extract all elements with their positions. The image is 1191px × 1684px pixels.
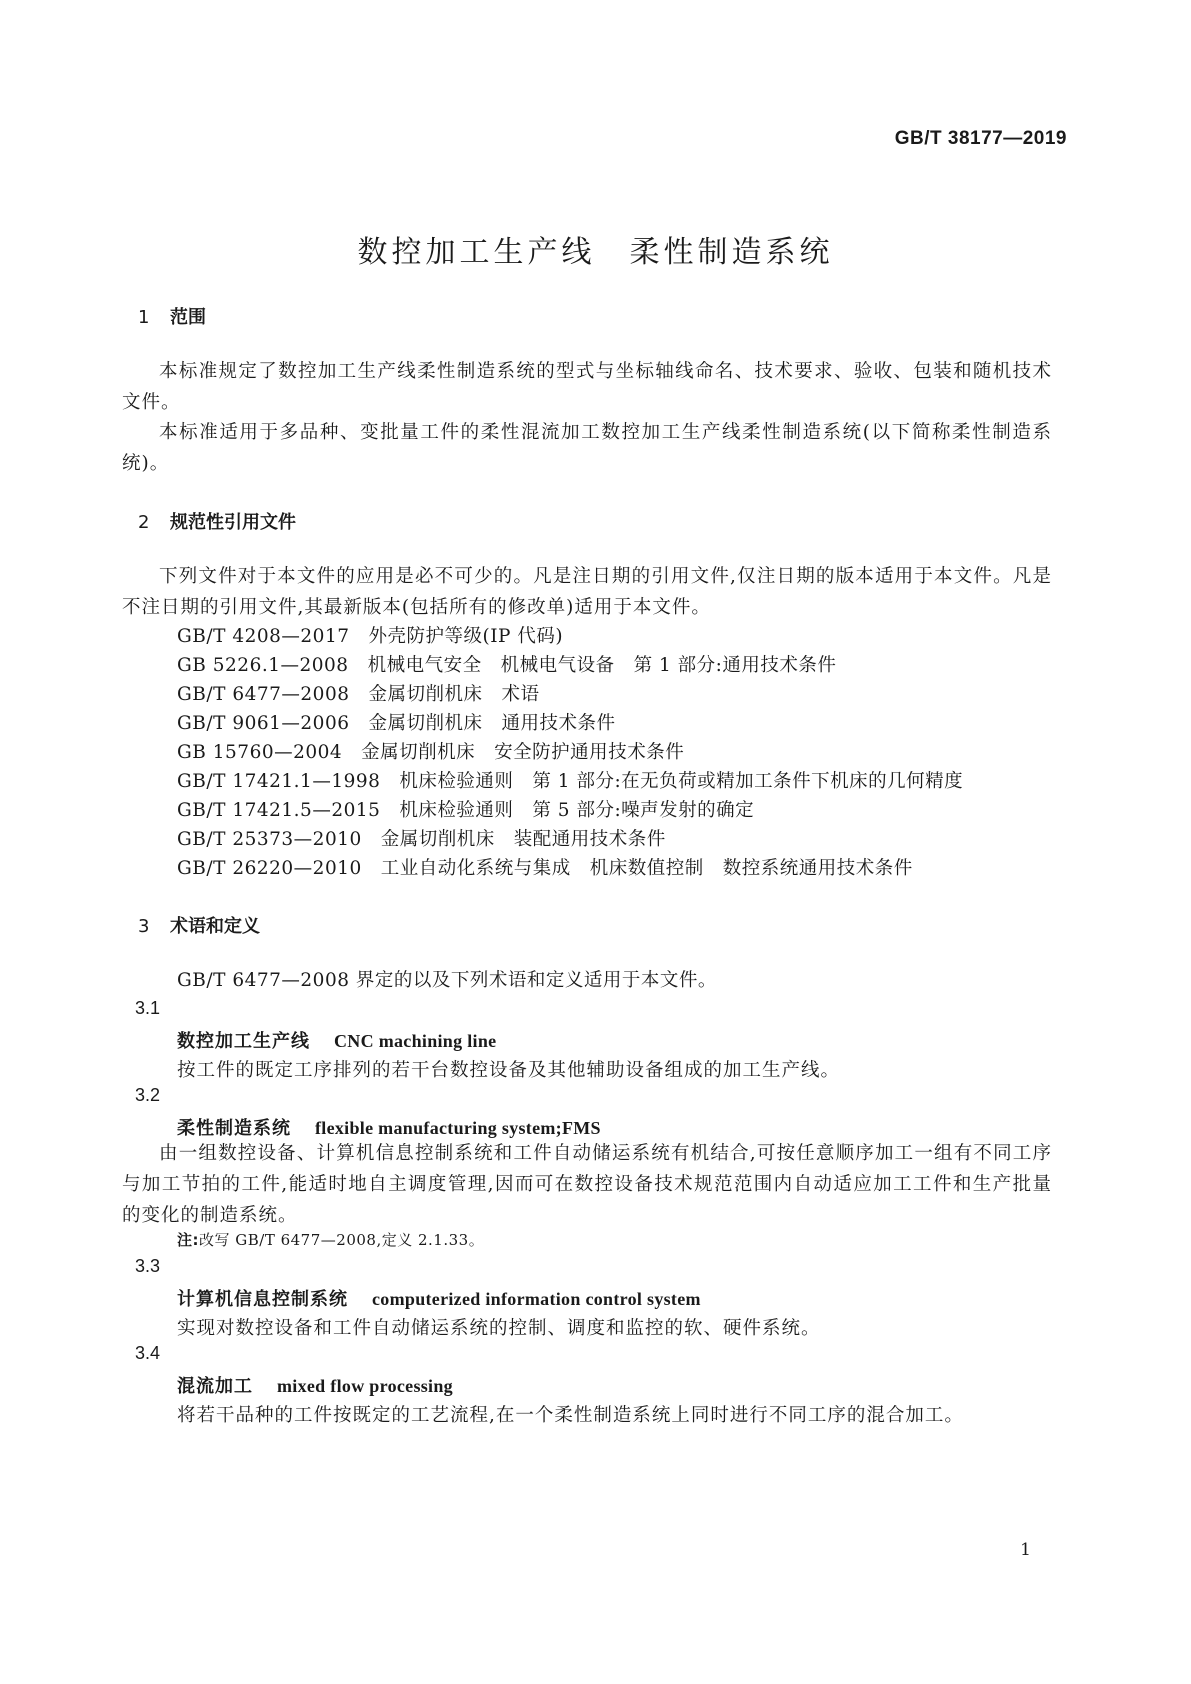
section-1-heading bbox=[138, 303, 206, 329]
section-title: 规范性引用文件 bbox=[170, 512, 296, 533]
reference-item: GB 15760—2004 金属切削机床 安全防护通用技术条件 bbox=[177, 742, 685, 763]
term-title bbox=[177, 1285, 701, 1311]
term-number: 3.4 bbox=[135, 1343, 161, 1363]
scope-paragraph: 本标准适用于多品种、变批量工件的柔性混流加工数控加工生产线柔性制造系统(以下简称柔性制造系统)。 bbox=[122, 422, 1052, 474]
section-3-heading bbox=[138, 912, 260, 938]
term-definition: 由一组数控设备、计算机信息控制系统和工件自动储运系统有机结合,可按任意顺序加工一组有不同工序与加工节拍的工件,能适时地自主调度管理,因而可在数控设备技术规范范围内自动适应加工工件和生产批量的变化的制造系统。 bbox=[122, 1143, 1052, 1226]
term-chinese: 混流加工 bbox=[177, 1376, 253, 1397]
section-number: 3 bbox=[138, 916, 150, 937]
page-number: 1 bbox=[1020, 1540, 1031, 1560]
standard-number: GB/T 38177—2019 bbox=[894, 128, 1067, 149]
term-definition: 按工件的既定工序排列的若干台数控设备及其他辅助设备组成的加工生产线。 bbox=[177, 1060, 841, 1081]
normative-intro: 下列文件对于本文件的应用是必不可少的。凡是注日期的引用文件,仅注日期的版本适用于本文件。凡是不注日期的引用文件,其最新版本(包括所有的修改单)适用于本文件。 bbox=[122, 566, 1052, 618]
term-number: 3.3 bbox=[135, 1256, 161, 1276]
section-number: 1 bbox=[138, 307, 150, 328]
term-english: computerized information control system bbox=[372, 1289, 701, 1309]
section-2-heading bbox=[138, 508, 296, 534]
reference-item: GB/T 9061—2006 金属切削机床 通用技术条件 bbox=[177, 713, 616, 734]
reference-item: GB/T 26220—2010 工业自动化系统与集成 机床数值控制 数控系统通用技术条件 bbox=[177, 858, 913, 879]
term-title bbox=[177, 1027, 496, 1053]
term-definition: 实现对数控设备和工件自动储运系统的控制、调度和监控的软、硬件系统。 bbox=[177, 1318, 821, 1339]
term-number: 3.1 bbox=[135, 998, 161, 1018]
term-definition: 将若干品种的工件按既定的工艺流程,在一个柔性制造系统上同时进行不同工序的混合加工。 bbox=[177, 1405, 964, 1426]
section-number: 2 bbox=[138, 512, 150, 533]
reference-item: GB/T 25373—2010 金属切削机床 装配通用技术条件 bbox=[177, 829, 666, 850]
reference-item: GB 5226.1—2008 机械电气安全 机械电气设备 第 1 部分:通用技术条件 bbox=[177, 655, 837, 676]
terms-intro: GB/T 6477—2008 界定的以及下列术语和定义适用于本文件。 bbox=[177, 970, 717, 991]
reference-item: GB/T 4208—2017 外壳防护等级(IP 代码) bbox=[177, 626, 564, 647]
note-label: 注: bbox=[177, 1231, 199, 1249]
scope-paragraph: 本标准规定了数控加工生产线柔性制造系统的型式与坐标轴线命名、技术要求、验收、包装和随机技术文件。 bbox=[122, 361, 1052, 413]
term-chinese: 计算机信息控制系统 bbox=[177, 1289, 348, 1310]
term-note bbox=[177, 1229, 484, 1250]
term-title bbox=[177, 1372, 453, 1398]
reference-item: GB/T 6477—2008 金属切削机床 术语 bbox=[177, 684, 540, 705]
section-title: 术语和定义 bbox=[170, 916, 260, 937]
term-english: CNC machining line bbox=[334, 1031, 497, 1051]
term-chinese: 数控加工生产线 bbox=[177, 1031, 310, 1052]
reference-item: GB/T 17421.1—1998 机床检验通则 第 1 部分:在无负荷或精加工条件下机床的几何精度 bbox=[177, 771, 964, 792]
term-number: 3.2 bbox=[135, 1085, 161, 1105]
document-title: 数控加工生产线 柔性制造系统 bbox=[357, 235, 834, 270]
term-title bbox=[177, 1114, 601, 1140]
reference-item: GB/T 17421.5—2015 机床检验通则 第 5 部分:噪声发射的确定 bbox=[177, 800, 755, 821]
note-text: 改写 GB/T 6477—2008,定义 2.1.33。 bbox=[199, 1231, 485, 1249]
term-english: flexible manufacturing system;FMS bbox=[315, 1118, 601, 1138]
section-title: 范围 bbox=[170, 307, 206, 328]
term-english: mixed flow processing bbox=[277, 1376, 453, 1396]
term-chinese: 柔性制造系统 bbox=[177, 1118, 291, 1139]
